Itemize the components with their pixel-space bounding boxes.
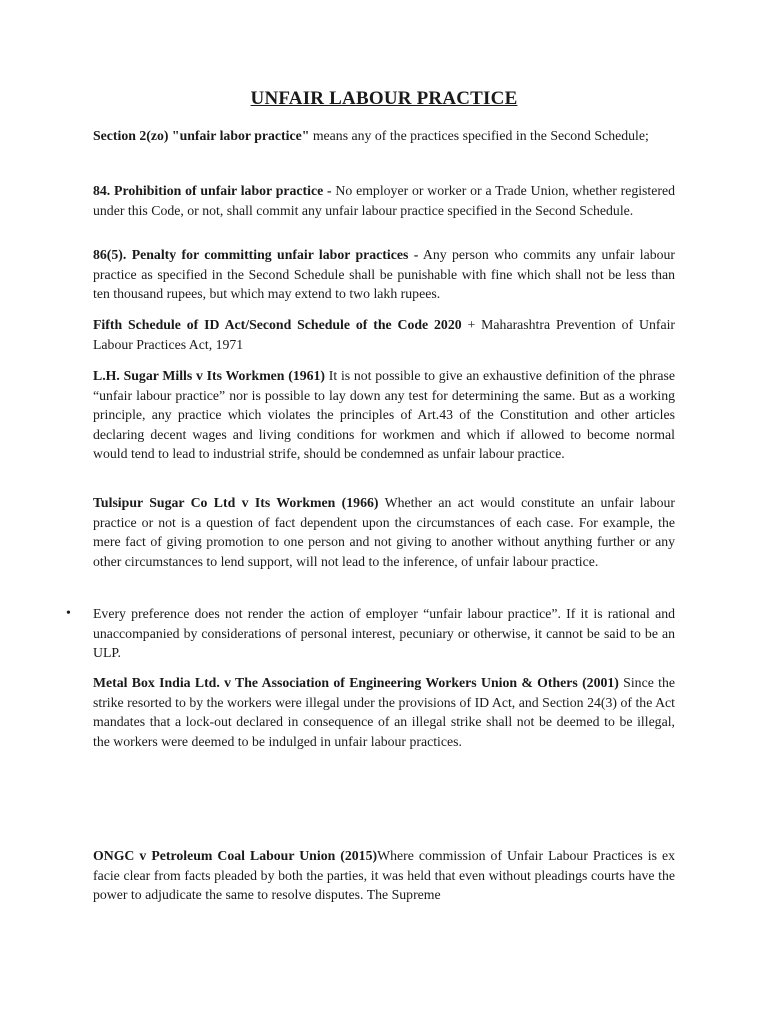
paragraph-metal-box	[93, 673, 675, 751]
paragraph-heading: Fifth Schedule of ID Act/Second Schedule of the Code 2020	[93, 317, 462, 332]
paragraph-heading: Section 2(zo) "unfair labor practice"	[93, 128, 310, 143]
paragraph-bullet-preference	[93, 604, 675, 663]
paragraph-section-2zo	[93, 126, 675, 146]
document-title: UNFAIR LABOUR PRACTICE	[250, 88, 518, 109]
paragraph-lh-sugar-mills	[93, 366, 675, 464]
paragraph-text: No employer or worker or a Trade Union, whether registered under this Code, or not, shall commit any unfair labour practice specified in the Second Schedule.	[93, 183, 675, 218]
paragraph-heading: Tulsipur Sugar Co Ltd v Its Workmen (1966)	[93, 495, 379, 510]
paragraph-heading: Metal Box India Ltd. v The Association of Engineering Workers Union & Others (2001)	[93, 675, 619, 690]
paragraph-heading: ONGC v Petroleum Coal Labour Union (2015)	[93, 848, 378, 863]
paragraph-text: means any of the practices specified in the Second Schedule;	[309, 128, 649, 143]
paragraph-tulsipur-sugar	[93, 493, 675, 571]
paragraph-heading: L.H. Sugar Mills v Its Workmen (1961)	[93, 368, 326, 383]
paragraph-text: Every preference does not render the action of employer “unfair labour practice”. If it is rational and unaccompanied by considerations of personal interest, pecuniary or otherwise, it cannot be said to be an ULP.	[93, 606, 675, 660]
paragraph-heading: 84. Prohibition of unfair labor practice -	[93, 183, 332, 198]
paragraph-text: + Maharashtra Prevention of Unfair Labour Practices Act, 1971	[93, 317, 675, 352]
paragraph-fifth-schedule	[93, 315, 675, 354]
paragraph-text: It is not possible to give an exhaustive definition of the phrase “unfair labour practice” nor is possible to lay down any test for determining the same. But as a working principle, any practice which violates the principles of Art.43 of the Constitution and other articles declaring decent wages and living conditions for workmen and which if allowed to become normal would tend to lead to industrial strife, should be condemned as unfair labour practice.	[93, 368, 675, 461]
paragraph-section-86-5	[93, 245, 675, 304]
paragraph-ongc	[93, 846, 675, 905]
paragraph-text: Where commission of Unfair Labour Practices is ex facie clear from facts pleaded by both the parties, it was held that even without pleadings courts have the power to adjudicate the same to resolve disputes. The Supreme	[93, 848, 675, 902]
bullet-marker: •	[66, 606, 71, 621]
paragraph-heading: 86(5). Penalty for committing unfair labor practices -	[93, 247, 419, 262]
paragraph-text: Any person who commits any unfair labour practice as specified in the Second Schedule shall be punishable with fine which shall not be less than ten thousand rupees, but which may extend to two lakh rupees.	[93, 247, 675, 301]
paragraph-text: Since the strike resorted to by the workers were illegal under the provisions of ID Act, and Section 24(3) of the Act mandates that a lock-out declared in consequence of an illegal strike shall not be deemed to be illegal, the workers were deemed to be indulged in unfair labour practices.	[93, 675, 675, 749]
paragraph-text: Whether an act would constitute an unfair labour practice or not is a question of fact dependent upon the circumstances of each case. For example, the mere fact of giving promotion to one person and not giving to another without anything further or any other circumstances to lend support, will not lead to the inference, of unfair labour practice.	[93, 495, 675, 569]
paragraph-section-84	[93, 181, 675, 220]
